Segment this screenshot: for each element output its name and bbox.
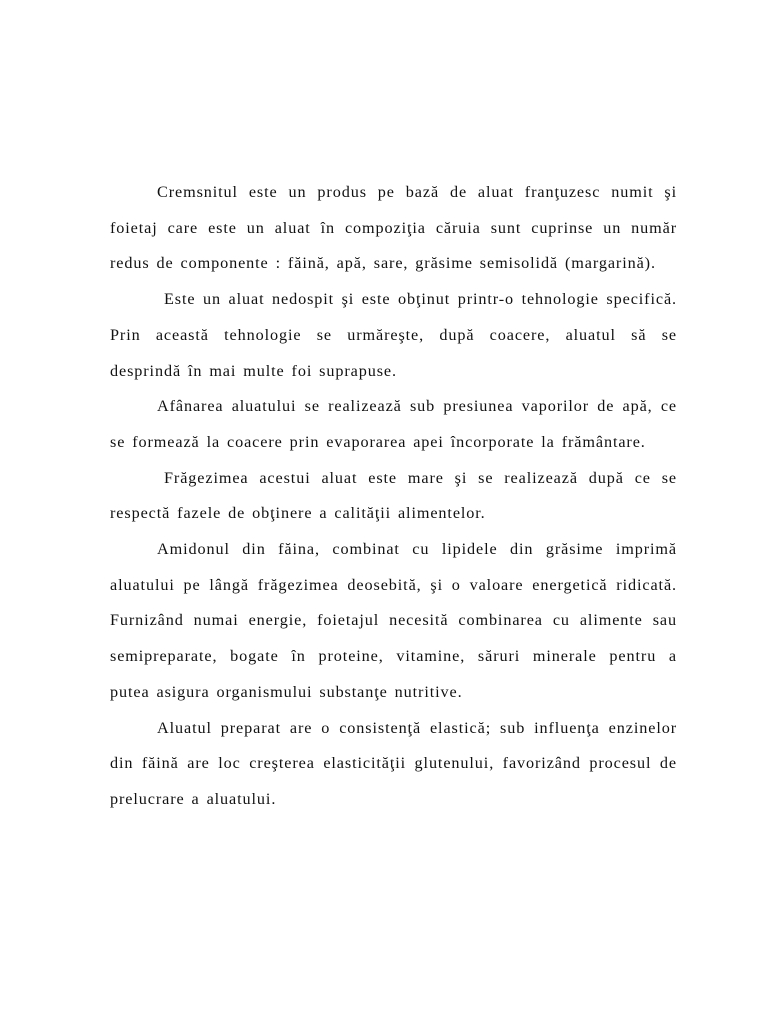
paragraph-3: Afânarea aluatului se realizează sub presiunea vaporilor de apă, ce se formează la coacere prin evaporarea apei încorporate la frământare. [110, 397, 677, 451]
paragraph-6: Aluatul preparat are o consistenţă elastică; sub influenţa enzinelor din făină are loc creşterea elasticităţii glutenului, favorizând procesul de prelucrare a aluatului. [110, 718, 677, 808]
paragraph-5: Amidonul din făina, combinat cu lipidele din grăsime imprimă aluatului pe lângă frăgezimea deosebită, şi o valoare energetică ridicată. Furnizând numai energie, foietajul necesită combinarea cu alimente sau semipreparate, bogate în proteine, vitamine, săruri minerale pentru a putea asigura organismului substanţe nutritive. [110, 540, 677, 701]
paragraph-2: Este un aluat nedospit şi este obţinut printr-o tehnologie specifică. Prin această tehnologie se urmăreşte, după coacere, aluatul să se desprindă în mai multe foi suprapuse. [110, 290, 677, 380]
paragraph-4: Frăgezimea acestui aluat este mare şi se realizează după ce se respectă fazele de obţinere a calităţii alimentelor. [110, 468, 677, 523]
document-body [110, 175, 677, 818]
paragraph-1: Cremsnitul este un produs pe bază de aluat franţuzesc numit şi foietaj care este un aluat în compoziţia căruia sunt cuprinse un număr redus de componente : făină, apă, sare, grăsime semisolidă (margarină). [110, 183, 677, 273]
